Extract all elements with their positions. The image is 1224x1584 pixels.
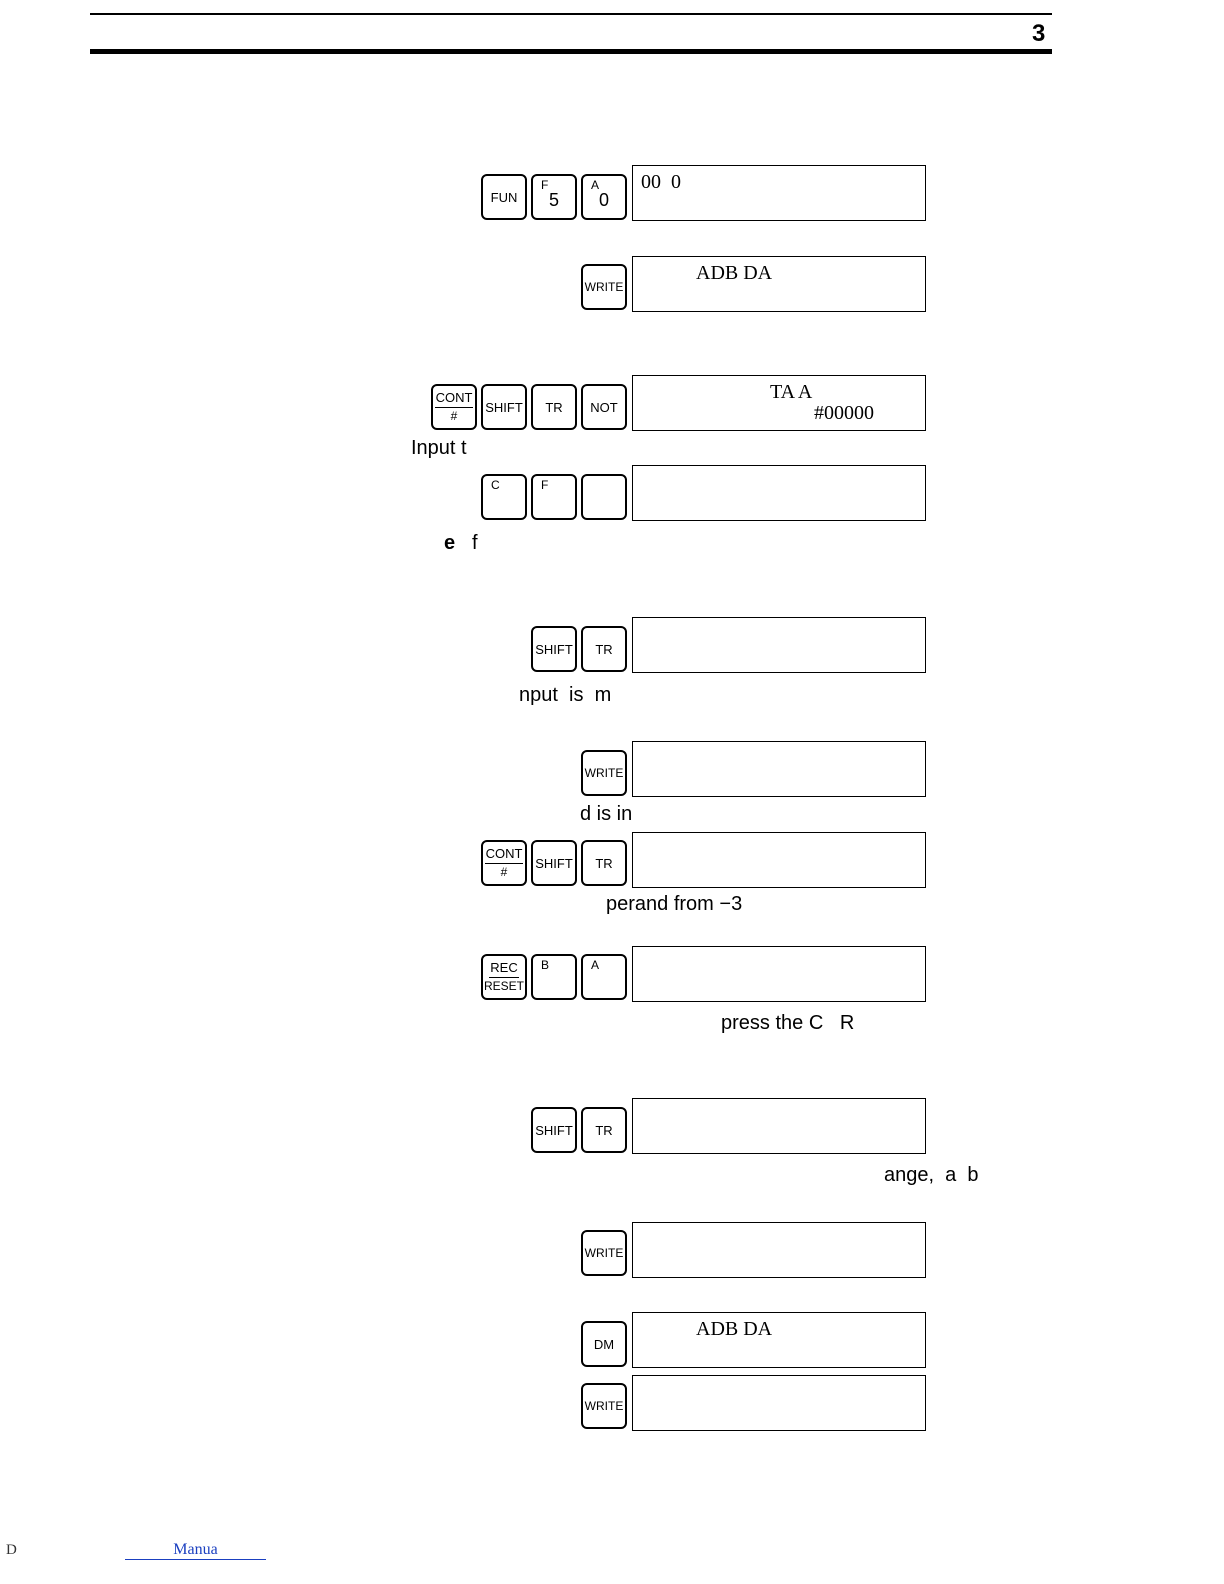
display-line-1: 00 0 — [641, 171, 681, 193]
write-key[interactable]: WRITE — [581, 1383, 627, 1429]
key-c[interactable]: C — [481, 474, 527, 520]
key-f[interactable]: F — [531, 474, 577, 520]
display-panel — [632, 617, 926, 673]
footer-mark: D — [6, 1542, 17, 1558]
display-panel — [632, 256, 926, 312]
display-panel — [632, 946, 926, 1002]
display-panel — [632, 465, 926, 521]
key-f-5[interactable]: F 5 — [531, 174, 577, 220]
fun-key[interactable]: FUN — [481, 174, 527, 220]
tr-key[interactable]: TR — [531, 384, 577, 430]
rec-reset-key[interactable]: $\frac{\text{REC}}{\text{RESET}}$ — [481, 954, 527, 1000]
display-panel — [632, 375, 926, 431]
shift-key[interactable]: SHIFT — [481, 384, 527, 430]
blank-key[interactable] — [581, 474, 627, 520]
display-line-2: #00000 — [814, 402, 874, 424]
note-d-is-in: d is in — [580, 803, 633, 825]
shift-key[interactable]: SHIFT — [531, 626, 577, 672]
header-rule-thick — [90, 49, 1052, 54]
key-a[interactable]: A — [581, 954, 627, 1000]
note-ange: ange, a b — [884, 1164, 979, 1186]
tr-key[interactable]: TR — [581, 626, 627, 672]
note-f: f — [472, 532, 478, 554]
display-line-1: TA A — [770, 381, 813, 403]
note-input-t: Input t — [411, 437, 467, 459]
cont-key[interactable]: $\frac{\text{CONT}}{\#}$ — [481, 840, 527, 886]
display-panel — [632, 1222, 926, 1278]
note-perand-from: perand from −3 — [606, 893, 743, 915]
display-panel — [632, 832, 926, 888]
display-panel — [632, 1098, 926, 1154]
shift-key[interactable]: SHIFT — [531, 840, 577, 886]
cont-key[interactable]: $\frac{\text{CONT}}{\#}$ — [431, 384, 477, 430]
display-panel — [632, 1375, 926, 1431]
header-rule-thin — [90, 13, 1052, 15]
note-press-the: press the C R — [721, 1012, 855, 1034]
note-nput-is-m: nput is m — [519, 684, 612, 706]
display-panel — [632, 741, 926, 797]
key-a-0[interactable]: A 0 — [581, 174, 627, 220]
display-line-1: ADB DA — [696, 1318, 773, 1340]
page-number: 3 — [1032, 20, 1046, 47]
key-b[interactable]: B — [531, 954, 577, 1000]
write-key[interactable]: WRITE — [581, 1230, 627, 1276]
write-key[interactable]: WRITE — [581, 750, 627, 796]
display-panel — [632, 1312, 926, 1368]
write-key[interactable]: WRITE — [581, 264, 627, 310]
display-line-1: ADB DA — [696, 262, 773, 284]
manual-link[interactable]: Manua — [125, 1541, 266, 1560]
note-e: e — [444, 532, 456, 554]
shift-key[interactable]: SHIFT — [531, 1107, 577, 1153]
dm-key[interactable]: DM — [581, 1321, 627, 1367]
not-key[interactable]: NOT — [581, 384, 627, 430]
tr-key[interactable]: TR — [581, 1107, 627, 1153]
tr-key[interactable]: TR — [581, 840, 627, 886]
display-panel — [632, 165, 926, 221]
